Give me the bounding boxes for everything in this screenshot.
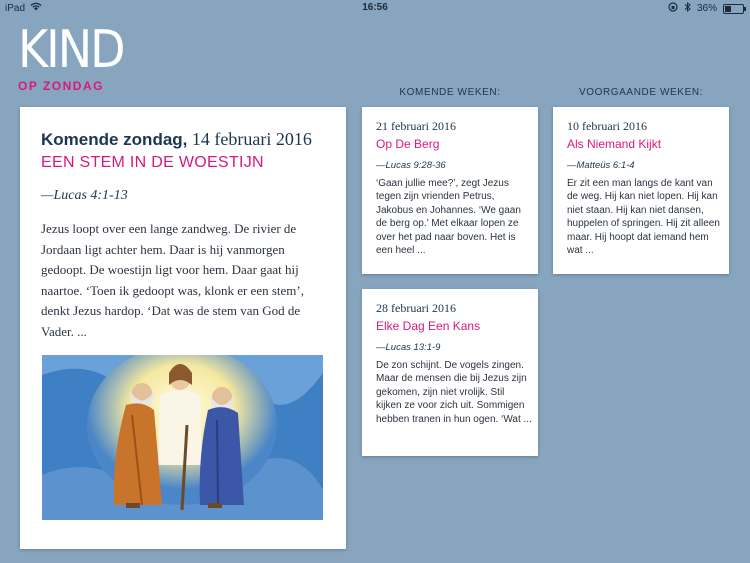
week-title: Als Niemand Kijkt [567,137,662,151]
week-date: 28 februari 2016 [376,301,456,315]
main-date: 14 februari 2016 [191,129,312,149]
week-title: Elke Dag Een Kans [376,319,481,333]
orientation-lock-icon [668,2,678,15]
main-story-excerpt: Jezus loopt over een lange zandweg. De rivier de Jordaan ligt achter hem. Daar is hij vanmorgen gedoopt. De woestijn ligt voor hem. Daar gaat hij naartoe. ‘Toen ik gedoopt was, klonk er een stem’, denkt Jezus hardop. ‘Dat was de stem van God de Vader. ... [41,221,304,339]
battery-level [725,6,731,12]
clock: 16:56 [362,2,388,13]
current-story-card[interactable] [20,107,346,549]
upcoming-week-card[interactable] [362,289,538,456]
app-logo[interactable] [18,18,124,98]
logo-main-text: KIND [18,18,124,80]
previous-week-card[interactable] [553,107,729,274]
battery-icon [723,4,744,14]
main-bible-reference: —Lucas 4:1-13 [41,188,128,203]
battery-percentage: 36% [696,3,717,14]
week-excerpt: ‘Gaan jullie mee?’, zegt Jezus tegen zijn vrienden Petrus, Jakobus en Johannes. ‘We gaan de berg op.’ Met elkaar lopen ze over het pad naar boven. Het is een heel ... [376,178,521,257]
main-heading-lead: Komende zondag, [41,130,188,149]
week-title: Op De Berg [376,137,440,151]
week-date: 10 februari 2016 [567,119,647,133]
bluetooth-icon [684,2,691,15]
status-bar [0,0,750,16]
upcoming-week-card[interactable] [362,107,538,274]
device-label: iPad [5,2,26,14]
upcoming-weeks-header: KOMENDE WEKEN: [399,87,501,98]
previous-weeks-header: VOORGAANDE WEKEN: [578,87,704,98]
story-illustration [42,355,323,520]
week-excerpt: Er zit een man langs de kant van de weg. Hij kan niet lopen. Hij kan niet staan. Hij kan niet dansen, huppelen of springen. Hij zit alleen maar. Hij hoopt dat iemand hem wat ... [567,178,720,257]
week-excerpt: De zon schijnt. De vogels zingen. Maar de mensen die bij Jezus zijn gekomen, zijn niet vrolijk. Stil kijken ze voor zich uit. Sommigen hebben tranen in hun ogen. ‘Wat ... [376,360,532,425]
main-story-title: EEN STEM IN DE WOESTIJN [41,154,264,171]
main-heading [41,129,312,150]
week-bible-reference: —Matteüs 6:1-4 [567,160,635,171]
week-bible-reference: —Lucas 13:1-9 [376,342,441,353]
week-bible-reference: —Lucas 9:28-36 [376,160,446,171]
logo-sub-text: OP ZONDAG [18,79,104,93]
week-date: 21 februari 2016 [376,119,456,133]
